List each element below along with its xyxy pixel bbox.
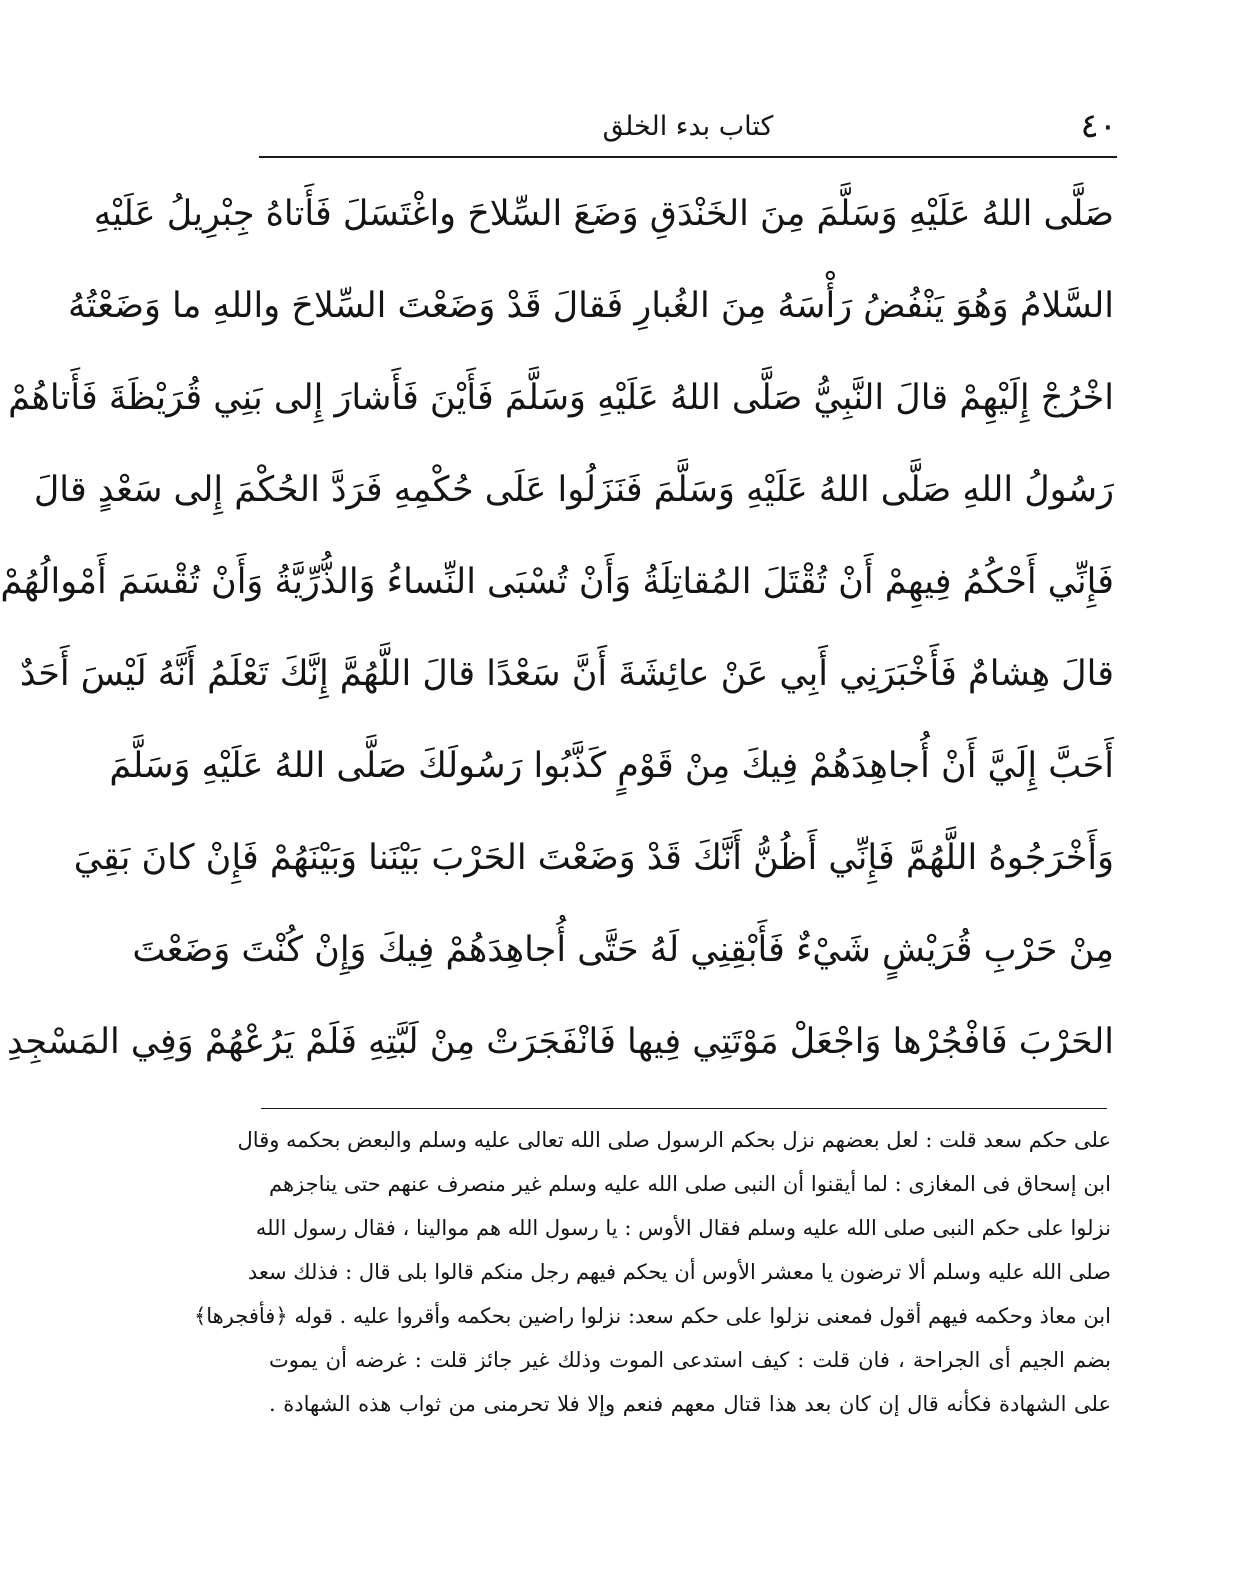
header-divider bbox=[259, 156, 1117, 158]
book-title: كتاب بدء الخلق bbox=[602, 111, 774, 142]
main-text-line: فَإِنِّي أَحْكُمُ فِيهِمْ أَنْ تُقْتَلَ المُقاتِلَةُ وَأَنْ تُسْبَى النِّساءُ وَالذُّرِّيَّةُ وَأَنْ تُقْسَمَ أَمْوالُهُمْ bbox=[0, 562, 1114, 602]
page-number: ٤٠ bbox=[1080, 106, 1117, 146]
footnote-line: على حكم سعد قلت : لعل بعضهم نزل بحكم الرسول صلى الله تعالى عليه وسلم والبعض بحكمه وقال bbox=[237, 1128, 1111, 1152]
running-head bbox=[259, 100, 1117, 152]
footnote-line: بضم الجيم أى الجراحة ، فان قلت : كيف استدعى الموت وذلك غير جائز قلت : غرضه أن يموت bbox=[269, 1348, 1111, 1372]
footnote-line: ابن معاذ وحكمه فيهم أقول فمعنى نزلوا على حكم سعد: نزلوا راضين بحكمه وأقروا عليه . قوله ﴿فأفجرها﴾ bbox=[193, 1304, 1111, 1328]
footnote-divider bbox=[261, 1108, 1107, 1109]
main-text-line: السَّلامُ وَهُوَ يَنْفُضُ رَأْسَهُ مِنَ الغُبارِ فَقالَ قَدْ وَضَعْتَ السِّلاحَ واللهِ ما وَضَعْتُهُ bbox=[68, 286, 1114, 326]
main-text-line: الحَرْبَ فَافْجُرْها وَاجْعَلْ مَوْتَتِي فِيها فَانْفَجَرَتْ مِنْ لَبَّتِهِ فَلَمْ يَرُعْهُمْ وَفِي المَسْجِدِ bbox=[6, 1022, 1114, 1062]
commentary-footnotes bbox=[193, 1118, 1111, 1426]
main-text-line: قالَ هِشامٌ فَأَخْبَرَنِي أَبِي عَنْ عائِشَةَ أَنَّ سَعْدًا قالَ اللَّهُمَّ إِنَّكَ تَعْلَمُ أَنَّهُ لَيْسَ أَحَدٌ bbox=[19, 654, 1114, 694]
footnote-line: على الشهادة فكأنه قال إن كان بعد هذا قتال معهم فنعم وإلا فلا تحرمنى من ثواب هذه الشهادة . bbox=[269, 1392, 1111, 1416]
main-text-line: اخْرُجْ إِلَيْهِمْ قالَ النَّبِيُّ صَلَّى اللهُ عَلَيْهِ وَسَلَّمَ فَأَيْنَ فَأَشارَ إِلى بَنِي قُرَيْظَةَ فَأَتاهُمْ bbox=[8, 378, 1114, 418]
main-text-line: وَأَخْرَجُوهُ اللَّهُمَّ فَإِنِّي أَظُنُّ أَنَّكَ قَدْ وَضَعْتَ الحَرْبَ بَيْنَنا وَبَيْنَهُمْ فَإِنْ كانَ بَقِيَ bbox=[73, 838, 1114, 878]
footnote-line: ابن إسحاق فى المغازى : لما أيقنوا أن النبى صلى الله عليه وسلم غير منصرف عنهم حتى يناجزهم bbox=[269, 1172, 1111, 1196]
main-text-line: رَسُولُ اللهِ صَلَّى اللهُ عَلَيْهِ وَسَلَّمَ فَنَزَلُوا عَلَى حُكْمِهِ فَرَدَّ الحُكْمَ إِلى سَعْدٍ قالَ bbox=[33, 470, 1114, 510]
main-text-line: أَحَبَّ إِلَيَّ أَنْ أُجاهِدَهُمْ فِيكَ مِنْ قَوْمٍ كَذَّبُوا رَسُولَكَ صَلَّى اللهُ عَلَيْهِ وَسَلَّمَ bbox=[109, 746, 1114, 786]
footnote-line: نزلوا على حكم النبى صلى الله عليه وسلم فقال الأوس : يا رسول الله هم موالينا ، فقال رسول الله bbox=[255, 1216, 1111, 1240]
main-text-line: صَلَّى اللهُ عَلَيْهِ وَسَلَّمَ مِنَ الخَنْدَقِ وَضَعَ السِّلاحَ واغْتَسَلَ فَأَتاهُ جِبْرِيلُ عَلَيْهِ bbox=[93, 194, 1114, 234]
main-text-body bbox=[0, 168, 1114, 1088]
main-text-line: مِنْ حَرْبِ قُرَيْشٍ شَيْءٌ فَأَبْقِنِي لَهُ حَتَّى أُجاهِدَهُمْ فِيكَ وَإِنْ كُنْتَ وَضَعْتَ bbox=[132, 930, 1114, 970]
footnote-line: صلى الله عليه وسلم ألا ترضون يا معشر الأوس أن يحكم فيهم رجل منكم قالوا بلى قال : فذلك سعد bbox=[247, 1260, 1111, 1284]
